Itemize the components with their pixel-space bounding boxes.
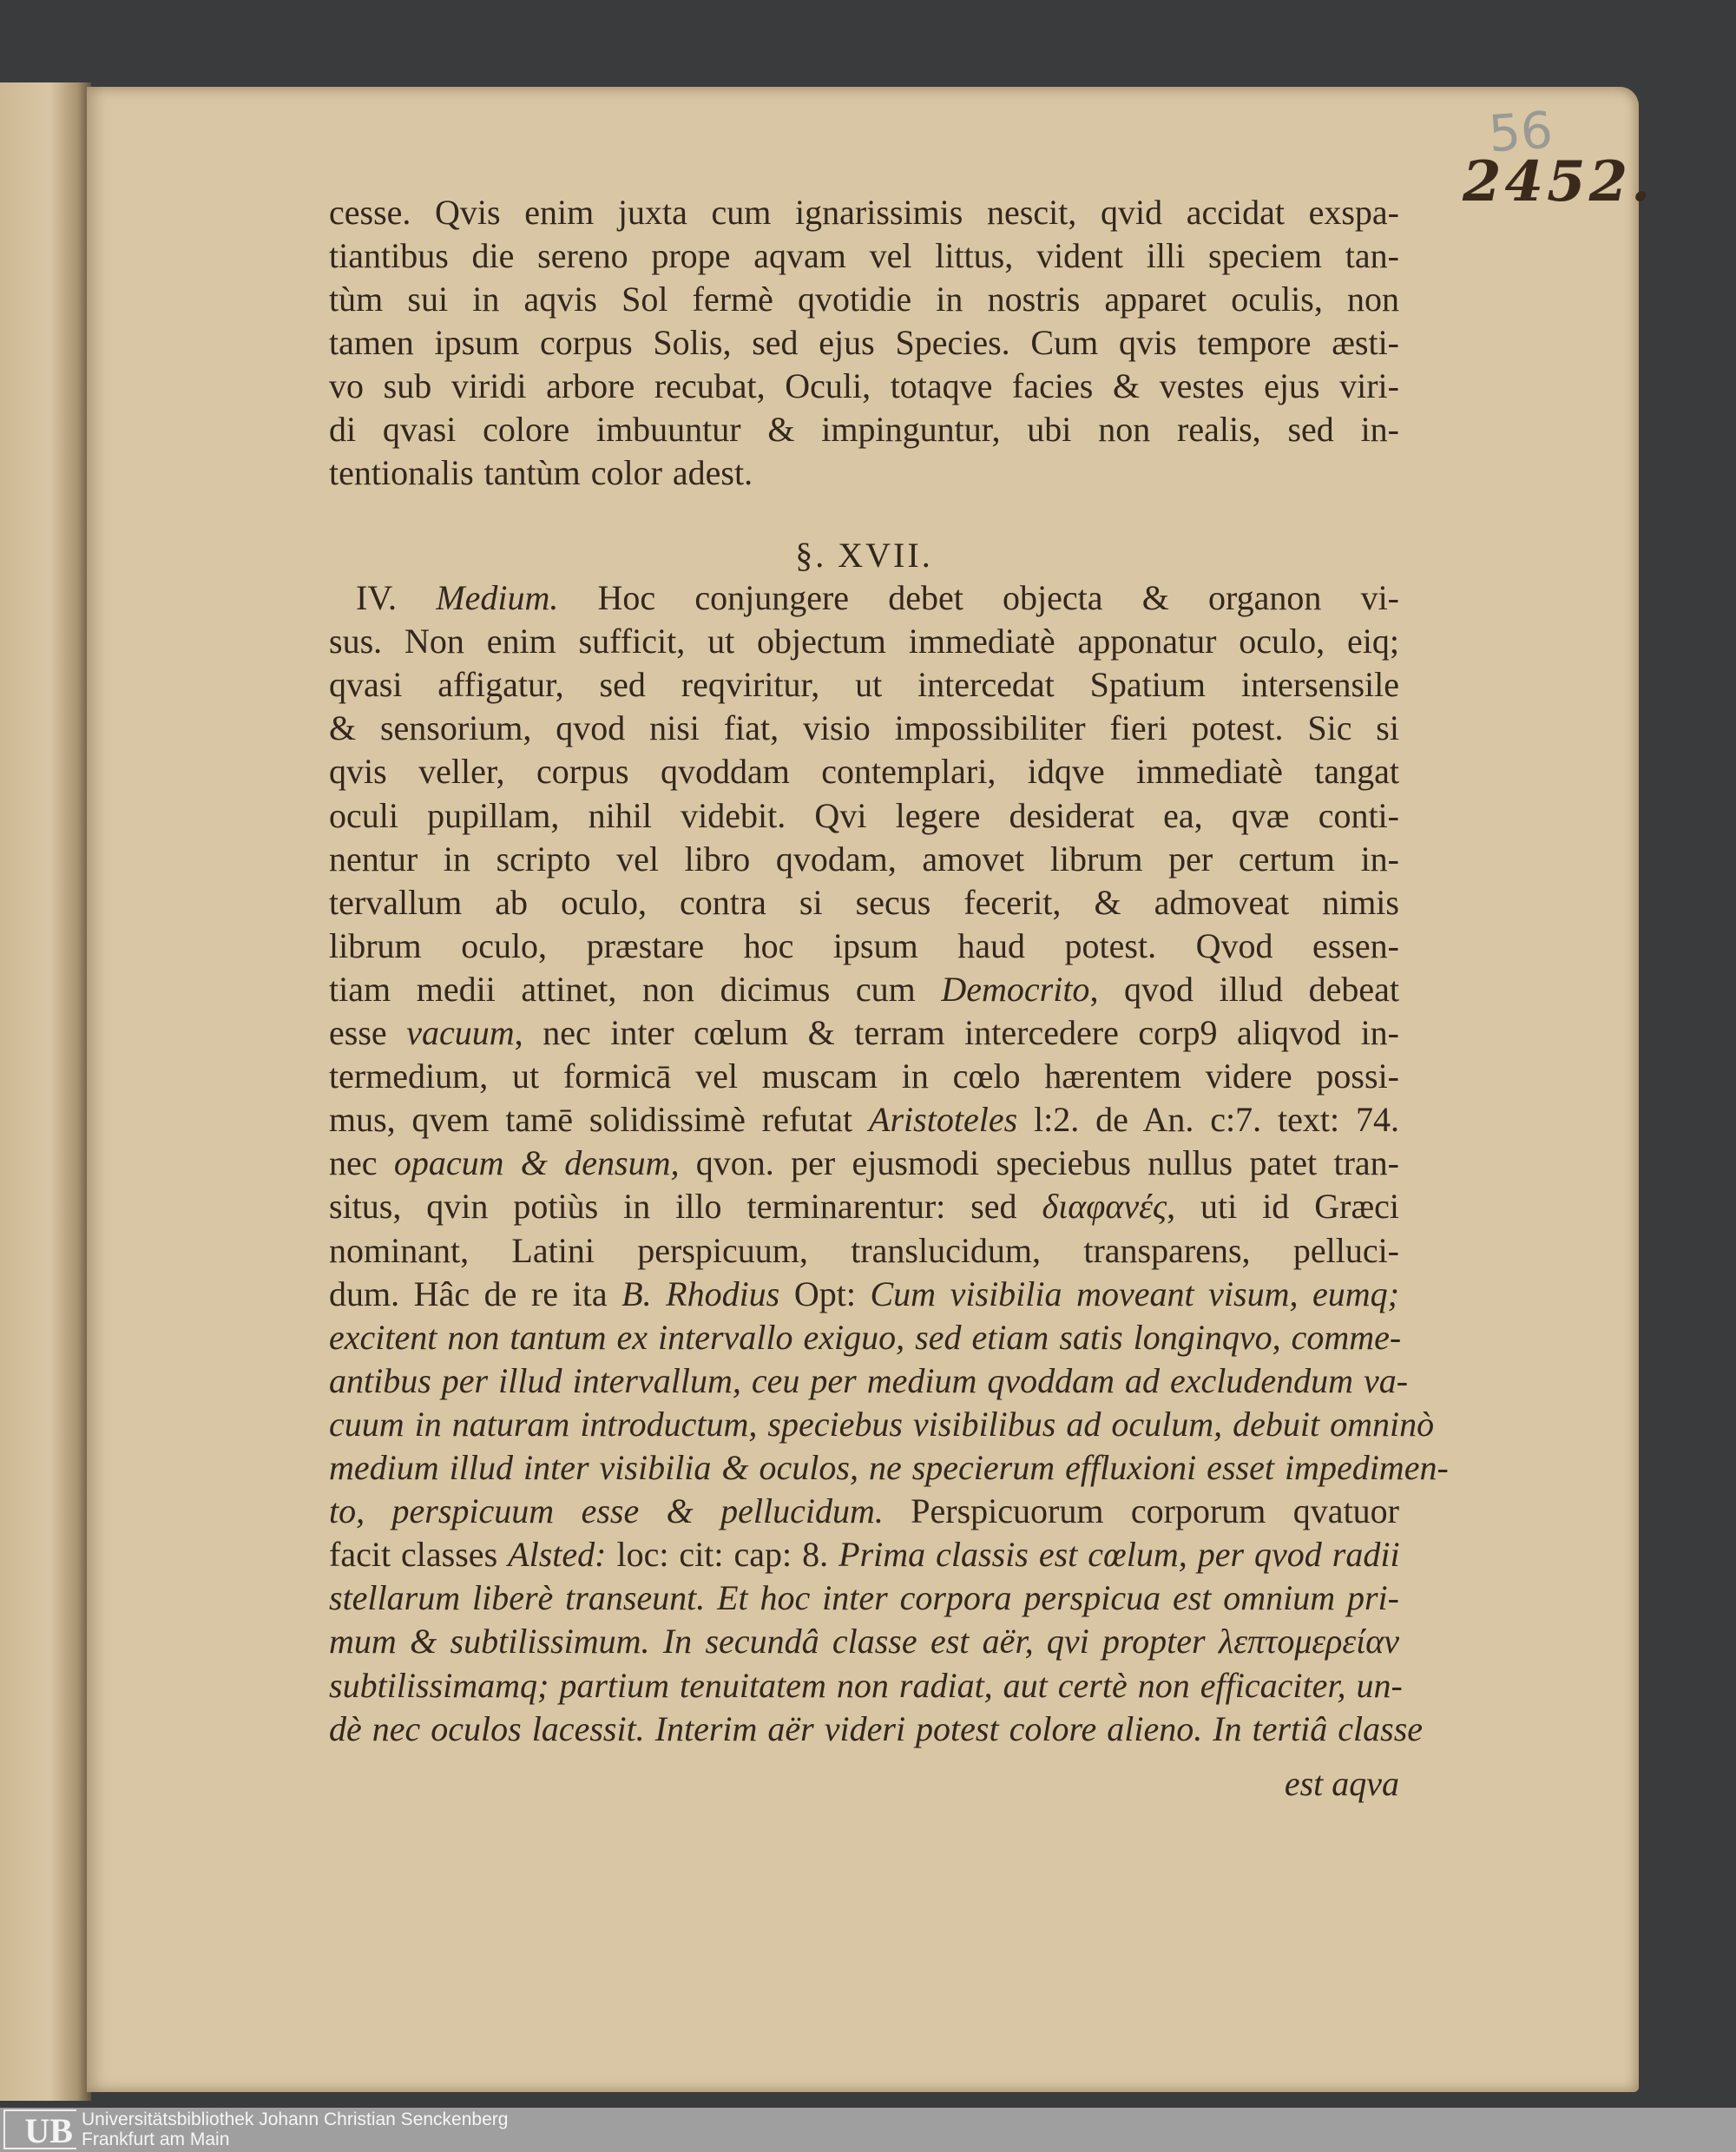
text-segment: Opt:: [779, 1273, 871, 1313]
text-line: [329, 191, 1399, 234]
text-segment: l:2. de An. c:7. text: 74.: [1017, 1100, 1399, 1140]
text-segment: IV.: [356, 578, 437, 617]
text-segment: , uti id Græci: [1167, 1187, 1400, 1227]
text-line: [329, 881, 1399, 925]
text-line: [329, 1708, 1424, 1751]
text-segment: loc: cit: cap: 8.: [606, 1535, 839, 1575]
text-line: [329, 1533, 1399, 1576]
italic-text: Medium.: [436, 578, 559, 617]
text-segment: facit classes: [329, 1535, 509, 1575]
text-line: [329, 794, 1399, 838]
text-line: [329, 1620, 1399, 1663]
text-line: [329, 234, 1399, 278]
text-line: [329, 1664, 1403, 1708]
text-segment: librum oculo, præstare hoc ipsum haud potest. Qvod essen-: [329, 925, 1399, 965]
text-line: [329, 321, 1399, 365]
text-segment: dum. Hâc de re ita: [329, 1273, 622, 1313]
text-segment: esse: [329, 1013, 407, 1052]
catchword: est aqva: [1284, 1764, 1399, 1803]
text-line: [329, 1359, 1409, 1403]
text-segment: tervallum ab oculo, contra si secus fecerit, & admoveat nimis: [329, 882, 1399, 922]
text-segment: nominant, Latini perspicuum, translucidum, transparens, pelluci-: [329, 1230, 1399, 1270]
text-segment: qvasi affigatur, sed reqviritur, ut intercedat Spatium intersensile: [329, 665, 1399, 705]
italic-text: B. Rhodius: [621, 1273, 780, 1313]
text-line: [329, 620, 1399, 663]
text-segment: & sensorium, qvod nisi fiat, visio impossibiliter fieri potest. Sic si: [329, 708, 1399, 748]
text-segment: tentionalis tantùm color adest.: [329, 453, 753, 492]
text-segment: oculi pupillam, nihil videbit. Qvi legere desiderat ea, qvæ conti-: [329, 795, 1399, 835]
text-line: [329, 1185, 1399, 1228]
text-segment: qvon. per ejusmodi speciebus nullus patet tran-: [679, 1143, 1399, 1183]
italic-text: Prima classis est cœlum, per qvod radii: [838, 1535, 1400, 1575]
text-segment: vo sub viridi arbore recubat, Oculi, totaqve facies & vestes ejus viri-: [329, 366, 1399, 405]
italic-text: dè nec oculos lacessit. Interim aër videri potest colore alieno. In tertiâ classe: [329, 1708, 1424, 1748]
italic-text: stellarum liberè transeunt. Et hoc inter corpora perspicua est omnium pri-: [329, 1578, 1399, 1618]
text-line: [329, 1576, 1399, 1620]
text-line: [329, 451, 1399, 495]
library-name: Universitätsbibliothek Johann Christian Senckenberg: [82, 2109, 509, 2129]
text-line: [329, 707, 1399, 750]
facing-page-edge: [0, 82, 91, 2101]
text-segment: , qvod illud debeat: [1089, 969, 1399, 1009]
text-segment: cesse. Qvis enim juxta cum ignarissimis nescit, qvid accidat exspa-: [329, 193, 1399, 232]
library-footer: [0, 2108, 1736, 2152]
library-logo: UB: [3, 2109, 76, 2149]
italic-text: antibus per illud intervallum, ceu per medium qvoddam ad excludendum va-: [329, 1360, 1409, 1400]
text-line: [329, 838, 1399, 881]
text-segment: qvis veller, corpus qvoddam contemplari, idqve immediatè tangat: [329, 752, 1399, 792]
italic-text: opacum & densum,: [393, 1143, 680, 1183]
italic-text: to, perspicuum esse & pellucidum.: [329, 1491, 884, 1531]
italic-text: excitent non tantum ex intervallo exiguo, sed etiam satis longinqvo, comme-: [329, 1317, 1402, 1357]
italic-text: Democrito: [941, 969, 1090, 1009]
italic-text: subtilissimamq; partium tenuitatem non radiat, aut certè non efficaciter, un-: [329, 1665, 1403, 1705]
italic-text: Alsted:: [508, 1535, 607, 1575]
text-segment: tùm sui in aqvis Sol fermè qvotidie in nostris apparet oculis, non: [329, 280, 1399, 319]
italic-text: mum & subtilissimum. In secundâ classe est aër, qvi propter λεπτομερείαν: [329, 1622, 1399, 1662]
text-line: [329, 278, 1399, 321]
text-line: [329, 1490, 1399, 1533]
text-segment: Perspicuorum corporum qvatuor: [883, 1491, 1399, 1531]
text-line: [329, 1316, 1402, 1359]
text-line: [329, 365, 1399, 408]
text-line: [329, 925, 1399, 968]
text-segment: mus, qvem tamē solidissimè refutat: [329, 1100, 870, 1140]
italic-text: cuum in naturam introductum, speciebus visibilibus ad oculum, debuit omninò: [329, 1404, 1435, 1444]
text-segment: Hoc conjungere debet objecta & organon vi-: [558, 578, 1399, 617]
italic-text: Aristoteles: [869, 1100, 1018, 1140]
text-line: [329, 1011, 1399, 1055]
text-segment: di qvasi colore imbuuntur & impinguntur, ubi non realis, sed in-: [329, 410, 1399, 449]
text-line: [329, 1273, 1399, 1316]
text-line: [329, 1446, 1449, 1490]
text-line: [356, 576, 1399, 620]
pencil-page-number: 56: [1486, 100, 1555, 164]
text-line: [329, 1229, 1399, 1273]
section-heading: §. XVII.: [795, 536, 933, 575]
ink-shelf-number: 2452.: [1463, 149, 1654, 214]
text-line: [329, 408, 1399, 451]
text-line: [329, 1142, 1399, 1185]
library-city: Frankfurt am Main: [82, 2129, 230, 2149]
italic-text: medium illud inter visibilia & oculos, ne specierum effluxioni esset impedimen-: [329, 1448, 1449, 1487]
text-segment: tiantibus die sereno prope aqvam vel littus, vident illi speciem tan-: [329, 236, 1399, 275]
text-line: [329, 663, 1399, 707]
text-line: [329, 1403, 1435, 1446]
text-line: [329, 750, 1399, 793]
text-segment: , nec inter cœlum & terram intercedere corp9 aliqvod in-: [514, 1013, 1400, 1052]
text-line: [329, 1098, 1399, 1142]
italic-text: vacuum: [406, 1013, 515, 1052]
text-segment: tiam medii attinet, non dicimus cum: [329, 969, 942, 1009]
text-line: [329, 968, 1399, 1011]
text-segment: tamen ipsum corpus Solis, sed ejus Species. Cum qvis tempore æsti-: [329, 323, 1399, 362]
text-segment: sus. Non enim sufficit, ut objectum immediatè apponatur oculo, eiq;: [329, 622, 1399, 661]
text-line: [329, 1055, 1399, 1098]
italic-text: διαφανές: [1042, 1187, 1167, 1227]
text-segment: situs, qvin potiùs in illo terminarentur: sed: [329, 1187, 1042, 1227]
text-segment: nentur in scripto vel libro qvodam, amovet librum per certum in-: [329, 839, 1399, 879]
text-segment: nec: [329, 1143, 394, 1183]
text-segment: termedium, ut formicā vel muscam in cœlo hærentem videre possi-: [329, 1056, 1399, 1096]
italic-text: Cum visibilia moveant visum, eumq;: [870, 1273, 1399, 1313]
